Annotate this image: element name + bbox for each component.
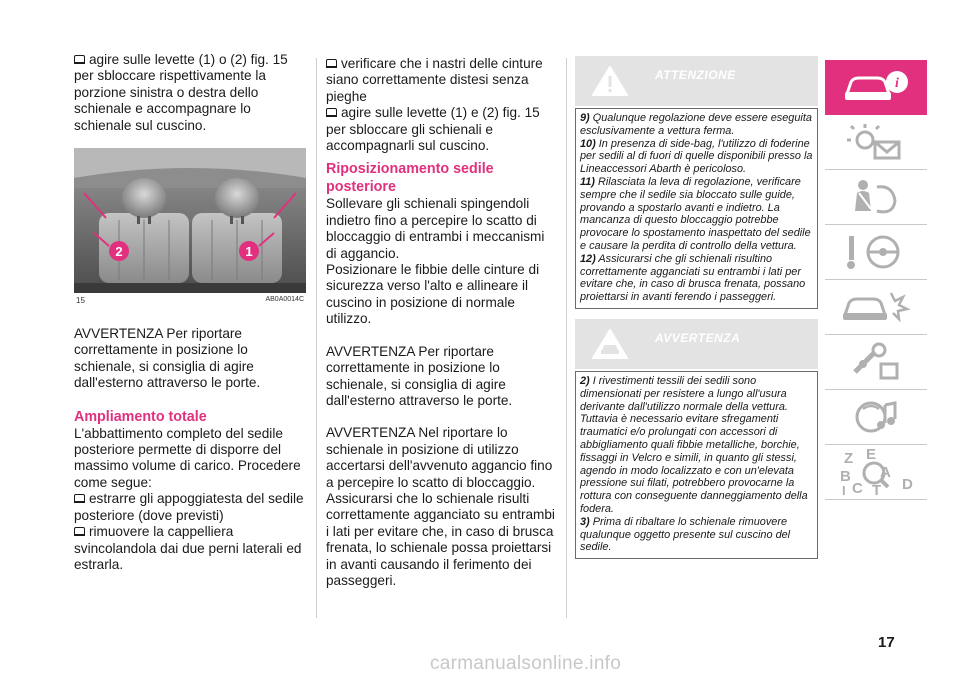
seat-bullet-icon bbox=[326, 108, 337, 117]
tab-warning-lights[interactable] bbox=[825, 115, 927, 170]
bullet-paragraph: agire sulle levette (1) e (2) fig. 15 per sbloccare gli schienali e accompagnarli sul cuscino. bbox=[326, 105, 540, 154]
svg-text:A: A bbox=[880, 464, 891, 481]
bullet-paragraph: verificare che i nastri delle cinture siano correttamente distesi senza pieghe bbox=[326, 56, 543, 104]
svg-text:I: I bbox=[842, 483, 846, 497]
seat-bullet-icon bbox=[74, 494, 85, 503]
svg-text:D: D bbox=[902, 476, 913, 493]
warning-paragraph: AVVERTENZA Per riportare correttamente in posizione lo schienale, si consiglia di agire dall'esterno attraverso le porte. bbox=[326, 343, 513, 408]
seat-bullet-icon bbox=[74, 55, 85, 64]
tab-multimedia[interactable] bbox=[825, 390, 927, 445]
bullet-paragraph: agire sulle levette (1) o (2) fig. 15 per sbloccare rispettivamente la porzione sinistra o destra dello schienale e accompagnare lo schienale sul cuscino. bbox=[74, 52, 288, 133]
tab-car-info[interactable] bbox=[825, 60, 927, 115]
column-divider bbox=[316, 58, 317, 618]
bullet-paragraph: estrarre gli appoggiatesta del sedile posteriore (dove previsti) bbox=[74, 491, 304, 523]
warning-lights-icon bbox=[841, 122, 911, 162]
section-body: Posizionare le fibbie delle cinture di sicurezza verso l'alto e allineare il cuscino in posizione di normale utilizzo. bbox=[326, 262, 540, 327]
car-warning-icon bbox=[590, 327, 630, 361]
notice-item: 10) In presenza di side-bag, l'utilizzo di foderine per sedili al di fuori di quelle disponibili presso la Lineaccessori Abarth è pericoloso. bbox=[580, 137, 813, 176]
multimedia-icon bbox=[841, 397, 911, 437]
notice-item: 2) I rivestimenti tessili dei sedili sono dimensionati per resistere a lungo all'usura derivante dall'utilizzo normale della vettura. Tuttavia è necessario evitare sfregamenti traumatici e/o prolungati con accessori di abbigliamento quali fibbie metalliche, borchie, fissaggi in Velcro e simili, in quanto gli stessi, agendo in modo localizzato e con un'elevata pressione sui filati, potrebbero provocarne la rottura con conseguente danneggiamento della fodera. bbox=[580, 374, 808, 515]
column-3 bbox=[575, 56, 818, 559]
avvertenza-box bbox=[575, 371, 818, 559]
airbag-safety-icon bbox=[841, 177, 911, 217]
svg-text:E: E bbox=[866, 447, 877, 463]
callout-1-label: 1 bbox=[245, 244, 253, 260]
section-body: Sollevare gli schienali spingendoli indietro fino a percepire lo scatto di bloccaggio di entrambi i meccanismi di aggancio. bbox=[326, 196, 545, 261]
tab-emergency[interactable] bbox=[825, 280, 927, 335]
index-letters-icon bbox=[836, 447, 916, 497]
page-number: 17 bbox=[878, 634, 895, 651]
avvertenza-title: AVVERTENZA bbox=[655, 330, 741, 345]
warning-paragraph: AVVERTENZA Nel riportare lo schienale in posizione di utilizzo accertarsi dell'avvenuto aggancio fino a percepire lo scatto di bloccaggio. Assicurarsi che lo schienale risulti correttamente agganciato su entrambi i lati per evitare che, in caso di brusca frenata, lo schienale possa proiettarsi in avanti causando il ferimento dei passeggeri. bbox=[326, 425, 555, 588]
rear-seat-illustration bbox=[74, 148, 306, 298]
tab-index[interactable] bbox=[825, 445, 927, 500]
tab-starting[interactable] bbox=[825, 225, 927, 280]
notice-item: 11) Rilasciata la leva di regolazione, verificare sempre che il sedile sia bloccato sulle guide, provando a spostarlo avanti e indietro. La mancanza di questo bloccaggio potrebbe provocare lo spostamento inaspettato del sedile e causare la perdita di controllo della vettura. bbox=[580, 175, 811, 252]
figure-number: 15 bbox=[76, 296, 85, 306]
column-divider bbox=[566, 58, 567, 618]
svg-text:i: i bbox=[895, 75, 899, 91]
svg-text:T: T bbox=[872, 482, 882, 497]
attenzione-header bbox=[575, 56, 818, 106]
bullet-paragraph: rimuovere la cappelliera svincolandola dai due perni laterali ed estrarla. bbox=[74, 524, 302, 572]
car-crash-icon bbox=[841, 287, 911, 327]
seat-bullet-icon bbox=[74, 527, 85, 536]
svg-text:B: B bbox=[840, 468, 851, 485]
key-steering-icon bbox=[841, 232, 911, 272]
warning-triangle-icon bbox=[590, 64, 630, 98]
notice-item: 9) Qualunque regolazione deve essere eseguita esclusivamente a vettura ferma. bbox=[580, 112, 812, 137]
notice-item: 3) Prima di ribaltare lo schienale rimuovere qualunque oggetto presente sul cuscino del sedile. bbox=[580, 515, 791, 554]
column-1 bbox=[74, 52, 306, 573]
service-wrench-icon bbox=[841, 342, 911, 382]
callout-2-label: 2 bbox=[115, 244, 123, 260]
notice-item: 12) Assicurarsi che gli schienali risultino correttamente agganciati su entrambi i lati per evitare che, in caso di brusca frenata, possano proiettarsi in avanti ferendo i passeggeri. bbox=[580, 252, 806, 304]
watermark: carmanualsonline.info bbox=[430, 653, 622, 674]
section-title: Ampliamento totale bbox=[74, 408, 207, 425]
attenzione-title: ATTENZIONE bbox=[655, 68, 736, 82]
car-info-icon bbox=[841, 68, 911, 108]
svg-text:Z: Z bbox=[844, 450, 854, 467]
tab-safety[interactable] bbox=[825, 170, 927, 225]
avvertenza-header bbox=[575, 319, 818, 369]
figure-rear-seat bbox=[74, 148, 306, 308]
attenzione-box bbox=[575, 108, 818, 309]
section-title: Riposizionamento sedile posteriore bbox=[326, 161, 494, 196]
seat-bullet-icon bbox=[326, 59, 337, 68]
tab-maintenance[interactable] bbox=[825, 335, 927, 390]
figure-code: AB0A0014C bbox=[265, 296, 304, 304]
section-body: L'abbattimento completo del sedile posteriore permette di disporre del massimo volume di carico. Procedere come segue: bbox=[74, 425, 301, 490]
column-2 bbox=[326, 56, 558, 589]
warning-paragraph: AVVERTENZA Per riportare correttamente in posizione lo schienale, si consiglia di agire dall'esterno attraverso le porte. bbox=[74, 326, 261, 391]
chapter-tabs bbox=[825, 60, 927, 500]
svg-text:C: C bbox=[852, 480, 863, 497]
